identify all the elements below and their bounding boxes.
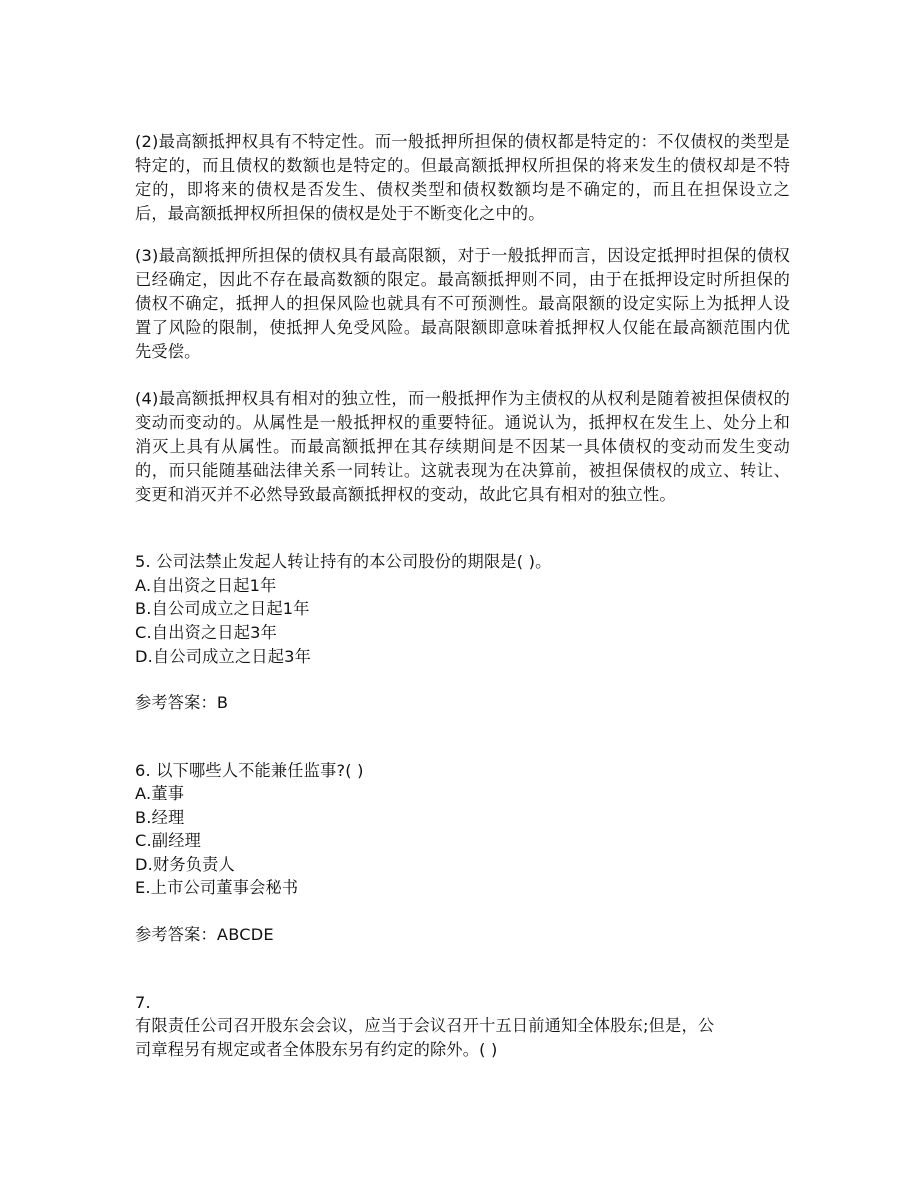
question-6-option-e: E.上市公司董事会秘书 [135, 878, 299, 897]
question-5-answer: 参考答案：B [135, 693, 229, 712]
question-5-option-a: A.自出资之日起1年 [135, 576, 277, 595]
paragraph-4: (4)最高额抵押权具有相对的独立性，而一般抵押作为主债权的从权利是随着被担保债权的变动而变动的。从属性是一般抵押权的重要特征。通说认为，抵押权在发生上、处分上和消灭上具有从属性。而最高额抵押在其存续期间是不因某一具体债权的变动而发生变动的，而只能随基础法律关系一同转让。这就表现为在决算前，被担保债权的成立、转让、变更和消灭并不必然导致最高额抵押权的变动，故此它具有相对的独立性。 [135, 389, 790, 504]
question-5-option-c: C.自出资之日起3年 [135, 623, 278, 642]
question-5-option-b: B.自公司成立之日起1年 [135, 599, 310, 618]
question-7-stem-line-1: 有限责任公司召开股东会会议，应当于会议召开十五日前通知全体股东;但是，公 [135, 1016, 715, 1035]
question-6-option-a: A.董事 [135, 784, 185, 803]
question-5-stem: 5. 公司法禁止发起人转让持有的本公司股份的期限是( )。 [135, 552, 552, 571]
question-6-answer: 参考答案：ABCDE [135, 925, 274, 944]
question-6-stem: 6. 以下哪些人不能兼任监事?( ) [135, 761, 364, 780]
question-7-stem-line-2: 司章程另有规定或者全体股东另有约定的除外。( ) [135, 1040, 498, 1059]
question-6-option-c: C.副经理 [135, 831, 202, 850]
paragraph-2: (2)最高额抵押权具有不特定性。而一般抵押所担保的债权都是特定的：不仅债权的类型是特定的，而且债权的数额也是特定的。但最高额抵押权所担保的将来发生的债权却是不特定的，即将来的债权是否发生、债权类型和债权数额均是不确定的，而且在担保设立之后，最高额抵押权所担保的债权是处于不断变化之中的。 [135, 132, 790, 223]
question-7-number: 7. [135, 993, 151, 1012]
question-6-option-b: B.经理 [135, 808, 185, 827]
question-5-option-d: D.自公司成立之日起3年 [135, 647, 311, 666]
question-6-option-d: D.财务负责人 [135, 855, 235, 874]
paragraph-3: (3)最高额抵押所担保的债权具有最高限额，对于一般抵押而言，因设定抵押时担保的债权已经确定，因此不存在最高数额的限定。最高额抵押则不同，由于在抵押设定时所担保的债权不确定，抵押人的担保风险也就具有不可预测性。最高限额的设定实际上为抵押人设置了风险的限制，使抵押人免受风险。最高限额即意味着抵押权人仅能在最高额范围内优先受偿。 [135, 246, 790, 361]
